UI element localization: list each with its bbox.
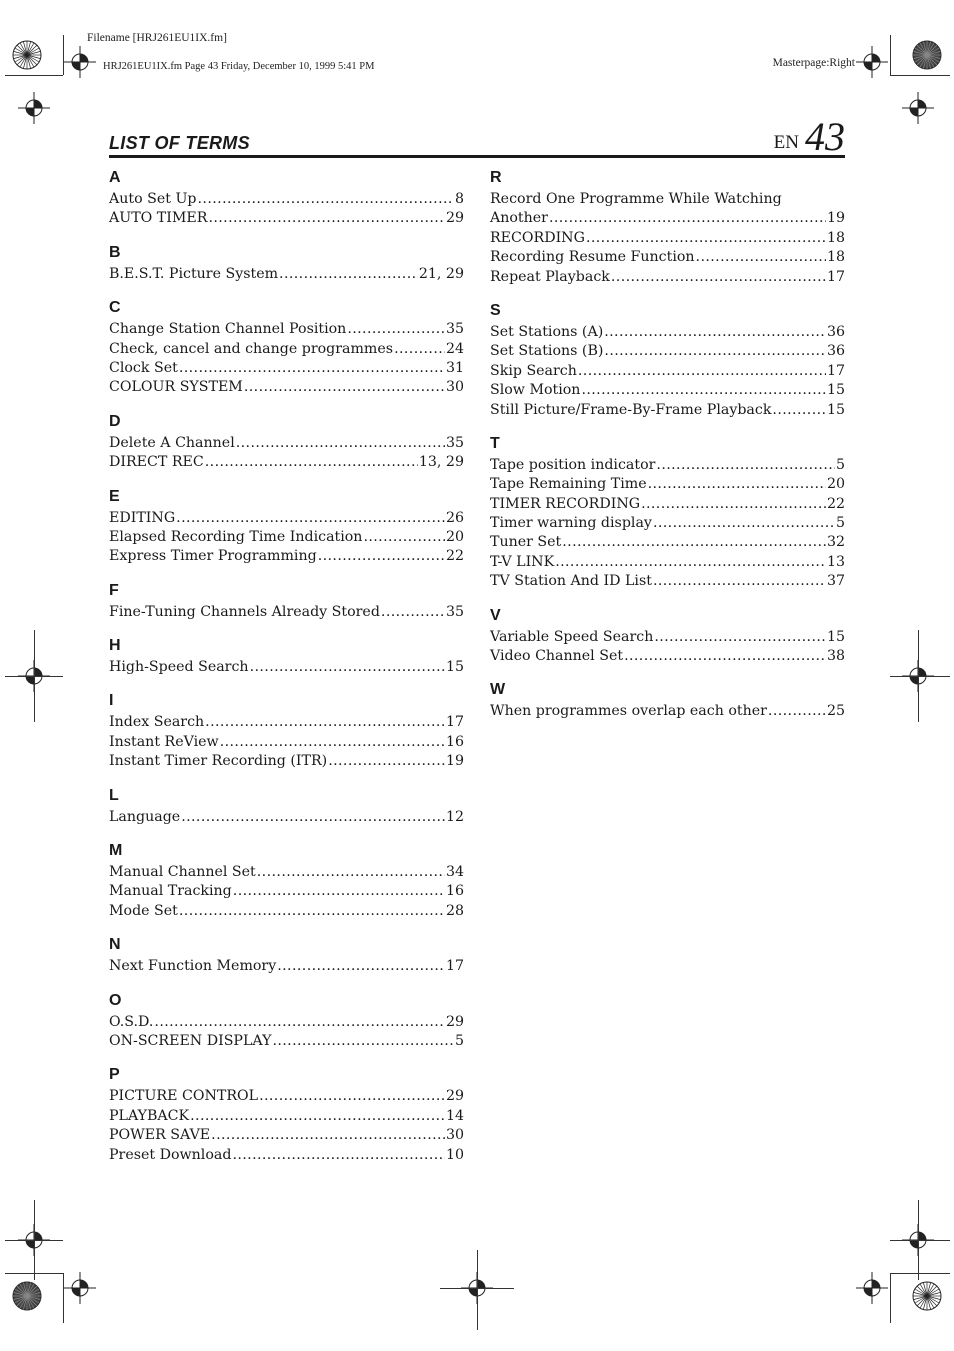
dot-leader bbox=[179, 902, 445, 921]
index-page-ref: 25 bbox=[826, 703, 845, 720]
index-section-o bbox=[109, 991, 464, 1052]
index-page-ref: 19 bbox=[445, 753, 464, 770]
index-page-ref: 22 bbox=[445, 548, 464, 565]
dot-leader bbox=[656, 456, 835, 475]
dot-leader bbox=[181, 808, 445, 827]
index-term: O.S.D. bbox=[109, 1013, 154, 1030]
index-term: Express Timer Programming bbox=[109, 548, 317, 565]
index-term: Clock Set bbox=[109, 359, 178, 376]
index-page-ref: 32 bbox=[826, 534, 845, 551]
index-entry bbox=[490, 362, 845, 381]
index-term: POWER SAVE bbox=[109, 1127, 211, 1144]
dot-leader bbox=[233, 882, 445, 901]
registration-mark-icon bbox=[901, 91, 935, 125]
section-letter: M bbox=[109, 842, 123, 860]
section-letter: N bbox=[109, 936, 121, 954]
trim-line bbox=[5, 676, 63, 677]
index-entry bbox=[109, 453, 464, 472]
dot-leader bbox=[259, 1087, 445, 1106]
index-page-ref: 8 bbox=[454, 191, 464, 207]
index-entry bbox=[109, 1087, 464, 1106]
index-page-ref: 15 bbox=[826, 628, 845, 645]
index-entry bbox=[490, 572, 845, 591]
dot-leader bbox=[211, 1126, 445, 1145]
index-page-ref: 30 bbox=[445, 379, 464, 396]
index-term: Change Station Channel Position bbox=[109, 321, 347, 338]
index-page-ref: 24 bbox=[445, 340, 464, 357]
dot-leader bbox=[586, 229, 826, 248]
index-term: Preset Download bbox=[109, 1146, 232, 1163]
dot-leader bbox=[154, 1013, 445, 1032]
index-page-ref: 16 bbox=[445, 883, 464, 900]
registration-mark-icon bbox=[855, 45, 889, 79]
index-term: Language bbox=[109, 808, 181, 825]
index-entry bbox=[109, 340, 464, 359]
index-entry bbox=[490, 229, 845, 248]
index-entry bbox=[109, 265, 464, 284]
index-section-r bbox=[490, 168, 845, 287]
dot-leader bbox=[347, 320, 445, 339]
index-page-ref: 34 bbox=[445, 864, 464, 881]
registration-mark-icon bbox=[17, 91, 51, 125]
trim-line bbox=[63, 1273, 64, 1323]
dot-leader bbox=[394, 340, 445, 359]
registration-mark-icon bbox=[855, 1271, 889, 1305]
index-section-t bbox=[490, 434, 845, 592]
trim-line bbox=[5, 75, 63, 76]
index-entry bbox=[490, 702, 845, 721]
index-term: T-V LINK bbox=[490, 553, 555, 570]
index-entry bbox=[490, 533, 845, 552]
index-page-ref: 35 bbox=[445, 603, 464, 620]
index-term: DIRECT REC bbox=[109, 454, 204, 471]
dot-leader bbox=[768, 702, 826, 721]
index-section-a bbox=[109, 168, 464, 229]
index-page-ref: 5 bbox=[835, 456, 845, 473]
index-page-ref: 17 bbox=[445, 958, 464, 975]
filename-label: Filename [HRJ261EU1IX.fm] bbox=[87, 32, 227, 44]
section-letter: B bbox=[109, 243, 121, 261]
trim-line bbox=[5, 1240, 63, 1241]
index-entry bbox=[490, 628, 845, 647]
index-page-ref: 36 bbox=[826, 343, 845, 360]
index-entry bbox=[490, 268, 845, 287]
language-code: EN bbox=[773, 132, 799, 153]
index-entry bbox=[490, 553, 845, 572]
section-letter: I bbox=[109, 692, 114, 710]
index-section-i bbox=[109, 691, 464, 771]
masterpage-label: Masterpage:Right bbox=[772, 57, 855, 69]
dot-leader bbox=[250, 658, 445, 677]
dot-leader bbox=[205, 713, 445, 732]
index-entry bbox=[109, 1107, 464, 1126]
index-term: Set Stations (A) bbox=[490, 323, 604, 340]
index-entry bbox=[109, 733, 464, 752]
index-entry bbox=[109, 209, 464, 228]
index-entry bbox=[109, 190, 464, 209]
index-entry bbox=[109, 320, 464, 339]
index-page-ref: 29 bbox=[445, 210, 464, 227]
index-term: EDITING bbox=[109, 509, 176, 526]
index-page-ref: 5 bbox=[454, 1032, 464, 1049]
index-column-left bbox=[109, 168, 464, 1179]
index-page-ref: 15 bbox=[826, 401, 845, 418]
dot-leader bbox=[581, 381, 825, 400]
index-term: Timer warning display bbox=[490, 515, 652, 532]
section-letter: W bbox=[490, 681, 506, 699]
index-term: When programmes overlap each other bbox=[490, 703, 767, 720]
dot-leader bbox=[328, 752, 445, 771]
dot-leader bbox=[604, 323, 826, 342]
index-section-n bbox=[109, 935, 464, 976]
index-entry bbox=[109, 603, 464, 622]
dot-leader bbox=[244, 378, 445, 397]
index-entry bbox=[490, 456, 845, 475]
registration-mark-icon bbox=[63, 1271, 97, 1305]
index-entry bbox=[490, 323, 845, 342]
color-target-icon bbox=[912, 40, 942, 70]
index-section-d bbox=[109, 412, 464, 473]
index-term: Delete A Channel bbox=[109, 434, 235, 451]
index-entry bbox=[490, 647, 845, 666]
trim-line bbox=[890, 1273, 891, 1323]
index-entry bbox=[109, 434, 464, 453]
index-page-ref: 15 bbox=[826, 382, 845, 399]
index-term: AUTO TIMER bbox=[109, 210, 208, 227]
index-page-ref: 17 bbox=[826, 362, 845, 379]
section-letter: E bbox=[109, 487, 120, 505]
index-section-e bbox=[109, 487, 464, 567]
index-page-ref: 20 bbox=[826, 476, 845, 493]
trim-line bbox=[63, 35, 64, 75]
dot-leader bbox=[555, 553, 826, 572]
section-letter: F bbox=[109, 581, 119, 599]
section-letter: D bbox=[109, 412, 121, 430]
index-term: Tape Remaining Time bbox=[490, 476, 647, 493]
dot-leader bbox=[190, 1107, 445, 1126]
index-term: Mode Set bbox=[109, 902, 178, 919]
page-title: LIST OF TERMS bbox=[109, 133, 250, 153]
index-term: COLOUR SYSTEM bbox=[109, 379, 243, 396]
dot-leader bbox=[272, 1032, 454, 1051]
trim-line bbox=[890, 1273, 950, 1274]
dot-leader bbox=[176, 509, 445, 528]
page-stamp: HRJ261EU1IX.fm Page 43 Friday, December 10, 1999 5:41 PM bbox=[103, 61, 375, 72]
index-term: RECORDING bbox=[490, 229, 585, 246]
index-entry bbox=[109, 359, 464, 378]
index-term: PLAYBACK bbox=[109, 1107, 190, 1124]
index-term: Fine-Tuning Channels Already Stored bbox=[109, 603, 380, 620]
index-page-ref: 18 bbox=[826, 229, 845, 246]
dot-leader bbox=[205, 453, 418, 472]
dot-leader bbox=[653, 572, 826, 591]
dot-leader bbox=[624, 647, 826, 666]
index-term: Video Channel Set bbox=[490, 648, 624, 665]
dot-leader bbox=[232, 1146, 445, 1165]
index-term: Check, cancel and change programmes bbox=[109, 340, 394, 357]
index-page-ref: 20 bbox=[445, 528, 464, 545]
index-entry bbox=[109, 1126, 464, 1145]
index-entry bbox=[490, 209, 845, 228]
index-section-p bbox=[109, 1065, 464, 1165]
index-entry bbox=[109, 752, 464, 771]
index-page-ref: 12 bbox=[445, 808, 464, 825]
index-entry bbox=[109, 658, 464, 677]
index-entry bbox=[109, 957, 464, 976]
index-term: Manual Channel Set bbox=[109, 864, 256, 881]
dot-leader bbox=[318, 547, 445, 566]
index-term: TV Station And ID List bbox=[490, 573, 652, 590]
index-entry bbox=[109, 509, 464, 528]
index-entry bbox=[109, 1013, 464, 1032]
index-term: B.E.S.T. Picture System bbox=[109, 265, 279, 282]
section-letter: S bbox=[490, 301, 501, 319]
dot-leader bbox=[611, 268, 826, 287]
index-term: Skip Search bbox=[490, 362, 577, 379]
index-page-ref: 18 bbox=[826, 249, 845, 266]
index-page-ref: 13 bbox=[826, 553, 845, 570]
index-entry bbox=[490, 342, 845, 361]
index-section-v bbox=[490, 606, 845, 667]
color-target-icon bbox=[12, 40, 42, 70]
trim-line bbox=[890, 35, 891, 75]
index-page-ref: 19 bbox=[826, 210, 845, 227]
index-section-c bbox=[109, 298, 464, 398]
index-term: High-Speed Search bbox=[109, 659, 249, 676]
index-entry bbox=[490, 401, 845, 420]
index-page-ref: 15 bbox=[445, 659, 464, 676]
index-section-f bbox=[109, 581, 464, 622]
dot-leader bbox=[236, 434, 445, 453]
page-number: 43 bbox=[805, 114, 845, 159]
dot-leader bbox=[604, 342, 826, 361]
color-target-icon bbox=[912, 1281, 942, 1311]
index-section-b bbox=[109, 243, 464, 284]
dot-leader bbox=[198, 190, 454, 209]
trim-line bbox=[440, 1288, 514, 1289]
index-section-h bbox=[109, 636, 464, 677]
index-page-ref: 10 bbox=[445, 1146, 464, 1163]
index-term: Tape position indicator bbox=[490, 456, 656, 473]
dot-leader bbox=[381, 603, 445, 622]
index-term: Tuner Set bbox=[490, 534, 562, 551]
index-term: Repeat Playback bbox=[490, 268, 610, 285]
index-entry bbox=[109, 1032, 464, 1051]
index-page-ref: 29 bbox=[445, 1088, 464, 1105]
index-page-ref: 14 bbox=[445, 1107, 464, 1124]
index-term: Instant ReView bbox=[109, 733, 219, 750]
trim-line bbox=[477, 1250, 478, 1330]
index-entry bbox=[490, 495, 845, 514]
index-term: Next Function Memory bbox=[109, 958, 277, 975]
index-page-ref: 37 bbox=[826, 573, 845, 590]
index-entry bbox=[109, 528, 464, 547]
index-page-ref: 35 bbox=[445, 321, 464, 338]
index-entry bbox=[109, 713, 464, 732]
index-page-ref: 36 bbox=[826, 323, 845, 340]
index-entry bbox=[490, 248, 845, 267]
dot-leader bbox=[279, 265, 418, 284]
index-entry bbox=[109, 378, 464, 397]
section-letter: H bbox=[109, 637, 121, 655]
index-page-ref: 26 bbox=[445, 509, 464, 526]
trim-line bbox=[890, 1240, 950, 1241]
dot-leader bbox=[179, 359, 445, 378]
index-section-l bbox=[109, 786, 464, 827]
dot-leader bbox=[277, 957, 445, 976]
index-column-right bbox=[490, 168, 845, 736]
index-entry bbox=[109, 547, 464, 566]
section-letter: C bbox=[109, 299, 121, 317]
index-entry bbox=[109, 863, 464, 882]
index-term: Variable Speed Search bbox=[490, 628, 654, 645]
index-term: Auto Set Up bbox=[109, 191, 197, 207]
index-page-ref: 17 bbox=[826, 268, 845, 285]
index-section-m bbox=[109, 841, 464, 921]
dot-leader bbox=[549, 209, 826, 228]
index-term: Slow Motion bbox=[490, 382, 581, 399]
dot-leader bbox=[257, 863, 445, 882]
index-page-ref: 5 bbox=[835, 515, 845, 532]
index-page-ref: 30 bbox=[445, 1127, 464, 1144]
index-page-ref: 22 bbox=[826, 495, 845, 512]
index-term: PICTURE CONTROL bbox=[109, 1088, 259, 1105]
index-page-ref: 35 bbox=[445, 434, 464, 451]
section-letter: A bbox=[109, 169, 121, 186]
dot-leader bbox=[641, 495, 826, 514]
index-section-s bbox=[490, 301, 845, 420]
dot-leader bbox=[208, 209, 444, 228]
dot-leader bbox=[772, 401, 826, 420]
index-entry bbox=[109, 1146, 464, 1165]
index-term: Elapsed Recording Time Indication bbox=[109, 528, 363, 545]
index-term: TIMER RECORDING bbox=[490, 495, 641, 512]
index-page-ref: 31 bbox=[445, 359, 464, 376]
index-term-line: Record One Programme While Watching bbox=[490, 191, 782, 207]
dot-leader bbox=[654, 628, 826, 647]
dot-leader bbox=[220, 733, 445, 752]
page-heading bbox=[109, 114, 845, 159]
section-letter: T bbox=[490, 434, 500, 452]
section-letter: P bbox=[109, 1066, 120, 1084]
registration-mark-icon bbox=[63, 45, 97, 79]
section-letter: R bbox=[490, 169, 502, 186]
index-term: Still Picture/Frame-By-Frame Playback bbox=[490, 401, 772, 418]
dot-leader bbox=[363, 528, 444, 547]
index-term: Manual Tracking bbox=[109, 883, 232, 900]
index-term: Instant Timer Recording (ITR) bbox=[109, 753, 328, 770]
index-entry bbox=[109, 808, 464, 827]
index-term: Index Search bbox=[109, 714, 205, 731]
index-page-ref: 13, 29 bbox=[418, 454, 464, 471]
index-entry bbox=[109, 902, 464, 921]
section-letter: O bbox=[109, 991, 122, 1009]
trim-line bbox=[890, 676, 950, 677]
dot-leader bbox=[578, 362, 826, 381]
dot-leader bbox=[648, 475, 826, 494]
index-term: Recording Resume Function bbox=[490, 249, 695, 266]
index-term: ON-SCREEN DISPLAY bbox=[109, 1032, 272, 1049]
index-entry bbox=[490, 381, 845, 400]
section-letter: L bbox=[109, 786, 119, 804]
index-entry bbox=[490, 514, 845, 533]
index-page-ref: 29 bbox=[445, 1013, 464, 1030]
index-page-ref: 16 bbox=[445, 733, 464, 750]
index-page-ref: 21, 29 bbox=[418, 265, 464, 282]
section-letter: V bbox=[490, 606, 501, 624]
dot-leader bbox=[562, 533, 826, 552]
trim-line bbox=[890, 75, 950, 76]
index-page-ref: 38 bbox=[826, 648, 845, 665]
index-section-w bbox=[490, 680, 845, 721]
index-term: Another bbox=[490, 210, 548, 227]
index-page-ref: 17 bbox=[445, 714, 464, 731]
dot-leader bbox=[653, 514, 835, 533]
color-target-icon bbox=[12, 1281, 42, 1311]
dot-leader bbox=[696, 248, 826, 267]
index-entry bbox=[490, 475, 845, 494]
index-page-ref: 28 bbox=[445, 902, 464, 919]
index-entry bbox=[109, 882, 464, 901]
index-term: Set Stations (B) bbox=[490, 343, 604, 360]
